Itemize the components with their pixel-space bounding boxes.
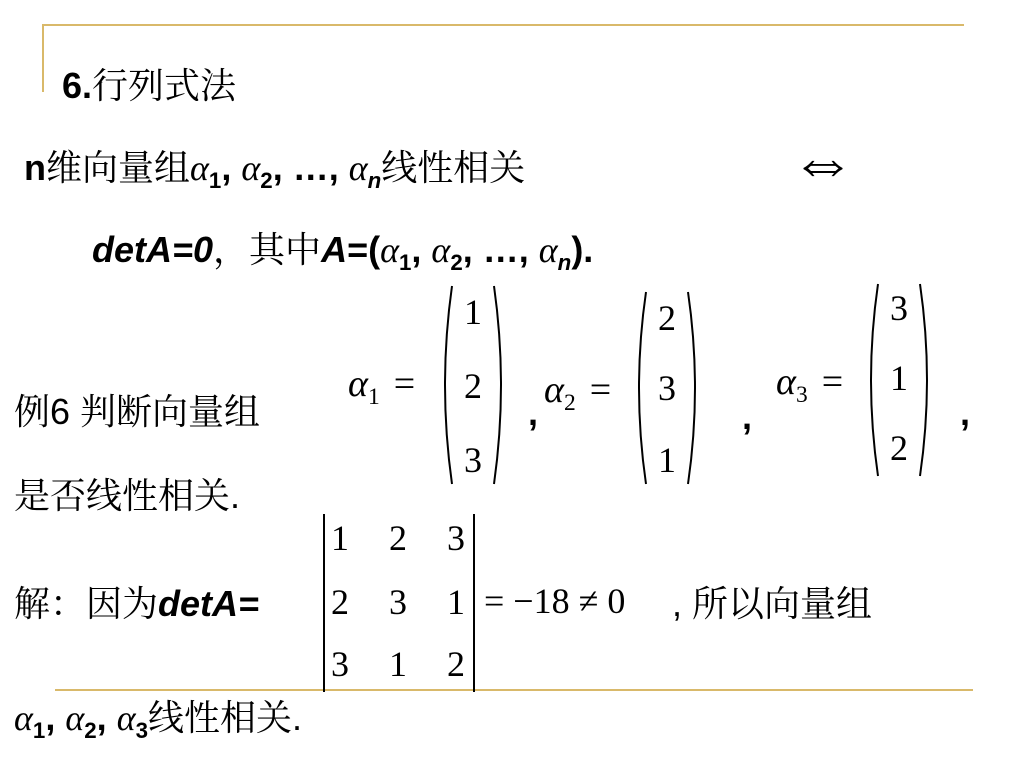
matrix-cell: 1 xyxy=(389,644,407,684)
comma: , xyxy=(960,392,971,433)
result-value: = −18 ≠ 0 xyxy=(484,581,626,621)
close-paren: ). xyxy=(571,229,594,270)
solution-text: 解：因为 xyxy=(14,583,159,624)
alpha-symbol: α xyxy=(538,230,558,270)
solution-conclusion xyxy=(672,576,872,627)
subscript-1: 1 xyxy=(32,717,46,743)
matrix-cell: 1 xyxy=(447,582,465,622)
separator: , …, xyxy=(272,147,349,188)
subscript-1: 1 xyxy=(398,249,412,275)
separator: , xyxy=(221,147,242,188)
solution-label xyxy=(14,576,259,627)
determinant-matrix xyxy=(322,514,482,694)
subscript-n: n xyxy=(367,167,382,193)
alpha-symbol: α xyxy=(116,698,136,738)
subscript-2: 2 xyxy=(84,717,97,743)
vector-entry: 1 xyxy=(464,292,482,332)
where-label: ，其中 xyxy=(213,229,322,270)
vector-entry: 2 xyxy=(890,428,908,468)
alpha-symbol: α xyxy=(348,148,368,188)
equivalence-symbol: ⇔ xyxy=(790,124,856,198)
subscript-1: 1 xyxy=(208,167,222,193)
separator: , xyxy=(96,697,117,738)
alpha-symbol: α xyxy=(14,698,33,738)
vector-entry: 1 xyxy=(890,358,908,398)
alpha-symbol: α xyxy=(241,148,261,188)
equals-sign: = xyxy=(821,361,844,403)
alpha-symbol: α xyxy=(348,363,368,405)
vector-alpha2-label xyxy=(544,368,612,417)
subscript: 3 xyxy=(795,382,808,409)
matrix-cell: 3 xyxy=(447,518,465,558)
condition-line xyxy=(92,222,593,273)
subscript-3: 3 xyxy=(135,717,149,743)
separator: , xyxy=(45,697,66,738)
comma-separator xyxy=(742,396,752,438)
vector-entry: 3 xyxy=(464,440,482,480)
comma: , xyxy=(742,396,753,437)
alpha-symbol: α xyxy=(544,369,564,411)
top-rule xyxy=(42,24,964,26)
separator: , …, xyxy=(462,229,539,270)
vector-alpha3-label xyxy=(776,360,844,409)
vector-alpha1-label xyxy=(348,362,416,411)
vector-entry: 1 xyxy=(658,440,676,480)
subscript-2: 2 xyxy=(260,167,273,193)
det-a-label: detA= xyxy=(158,583,260,624)
final-statement xyxy=(14,690,302,741)
equivalence-arrow-icon xyxy=(790,124,856,198)
example-question xyxy=(14,468,240,519)
equals-open: =( xyxy=(347,229,381,270)
alpha-symbol: α xyxy=(65,698,85,738)
alpha-symbol: α xyxy=(380,230,399,270)
example-label xyxy=(14,384,260,435)
example-text: 例6 判断向量组 xyxy=(14,391,261,432)
comma: , xyxy=(528,392,539,433)
matrix-cell: 2 xyxy=(389,518,407,558)
det-condition: detA=0 xyxy=(92,229,214,270)
dimension-n: n xyxy=(24,147,46,188)
vector-alpha1 xyxy=(438,284,508,486)
linear-dependence-label: 线性相关. xyxy=(148,697,303,738)
statement-line xyxy=(24,140,525,191)
alpha-symbol: α xyxy=(431,230,451,270)
question-text: 是否线性相关. xyxy=(14,475,241,516)
vector-group-label: 维向量组 xyxy=(46,147,191,188)
vector-entry: 3 xyxy=(658,368,676,408)
heading-text: 行列式法 xyxy=(92,65,237,106)
alpha-symbol: α xyxy=(190,148,209,188)
matrix-cell: 3 xyxy=(389,582,407,622)
subscript-2: 2 xyxy=(450,249,463,275)
equals-sign: = xyxy=(589,369,612,411)
vector-alpha3 xyxy=(864,282,934,478)
matrix-cell: 2 xyxy=(331,582,349,622)
subscript: 1 xyxy=(367,384,380,411)
vector-entry: 3 xyxy=(890,288,908,328)
matrix-cell: 3 xyxy=(331,644,349,684)
left-rule xyxy=(42,24,44,92)
vector-alpha2 xyxy=(632,290,702,486)
comma-separator xyxy=(528,392,538,434)
linear-dependence-label: 线性相关 xyxy=(381,147,526,188)
determinant-result xyxy=(484,580,625,622)
matrix-cell: 1 xyxy=(331,518,349,558)
vector-entry: 2 xyxy=(658,298,676,338)
alpha-symbol: α xyxy=(776,361,796,403)
equals-sign: = xyxy=(393,363,416,405)
comma-separator xyxy=(960,392,970,434)
conclusion-text: , 所以向量组 xyxy=(672,583,873,624)
matrix-cell: 2 xyxy=(447,644,465,684)
separator: , xyxy=(411,229,432,270)
matrix-symbol-a: A xyxy=(321,229,348,270)
vector-entry: 2 xyxy=(464,366,482,406)
subscript: 2 xyxy=(563,390,576,417)
section-heading xyxy=(62,58,236,109)
heading-number: 6. xyxy=(62,65,93,106)
subscript-n: n xyxy=(557,249,572,275)
